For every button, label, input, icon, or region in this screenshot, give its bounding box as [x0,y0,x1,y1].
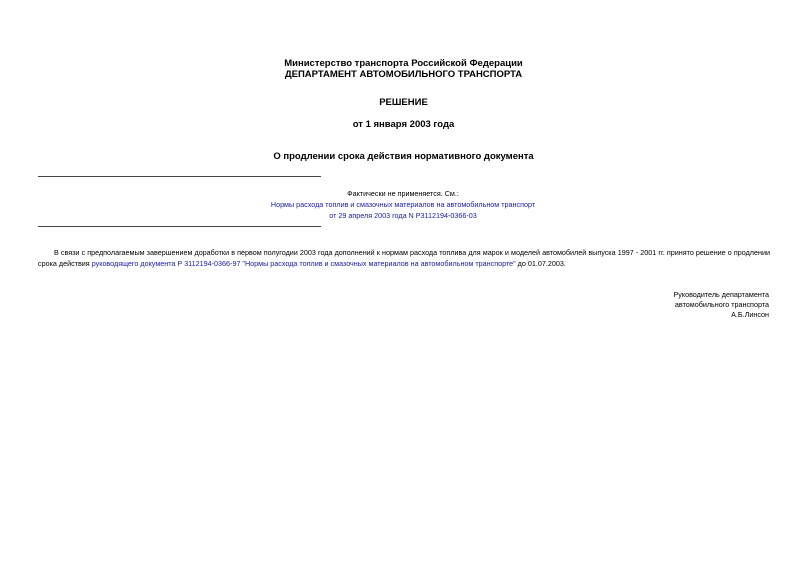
document-type: РЕШЕНИЕ [379,97,428,108]
signature-position: Руководитель департамента [673,290,769,299]
body-text-after: до 01.07.2003. [515,259,566,268]
department-name: ДЕПАРТАМЕНТ АВТОМОБИЛЬНОГО ТРАНСПОРТА [284,69,523,80]
ministry-name: Министерство транспорта Российской Федерации [284,58,523,69]
replacement-document-link[interactable]: Нормы расхода топлив и смазочных материалов на автомобильном транспорт [270,200,536,209]
document-date: от 1 января 2003 года [352,119,455,130]
body-text-before: В связи с предполагаемым завершением доработки в первом полугодии 2003 года дополнений к нормам расхода топлива для марок и моделей автомобилей выпуска 1997 - 2001 гг. принято решение о продлении срока действия [38,248,770,268]
signature-name: А.Б.Линсон [731,310,769,319]
document-title: О продлении срока действия нормативного документа [273,151,534,162]
replacement-document-date-link[interactable]: от 29 апреля 2003 года N Р3112194-0366-03 [329,211,477,220]
body-paragraph [38,247,770,269]
divider-bottom [38,226,321,227]
signature-department: автомобильного транспорта [674,300,769,309]
guideline-document-link[interactable]: руководящего документа Р 3112194-0366-97 "Нормы расхода топлив и смазочных материалов на автомобильном транспорте" [91,259,516,268]
notice-label: Фактически не применяется. См.: [347,189,459,198]
divider-top [38,176,321,177]
